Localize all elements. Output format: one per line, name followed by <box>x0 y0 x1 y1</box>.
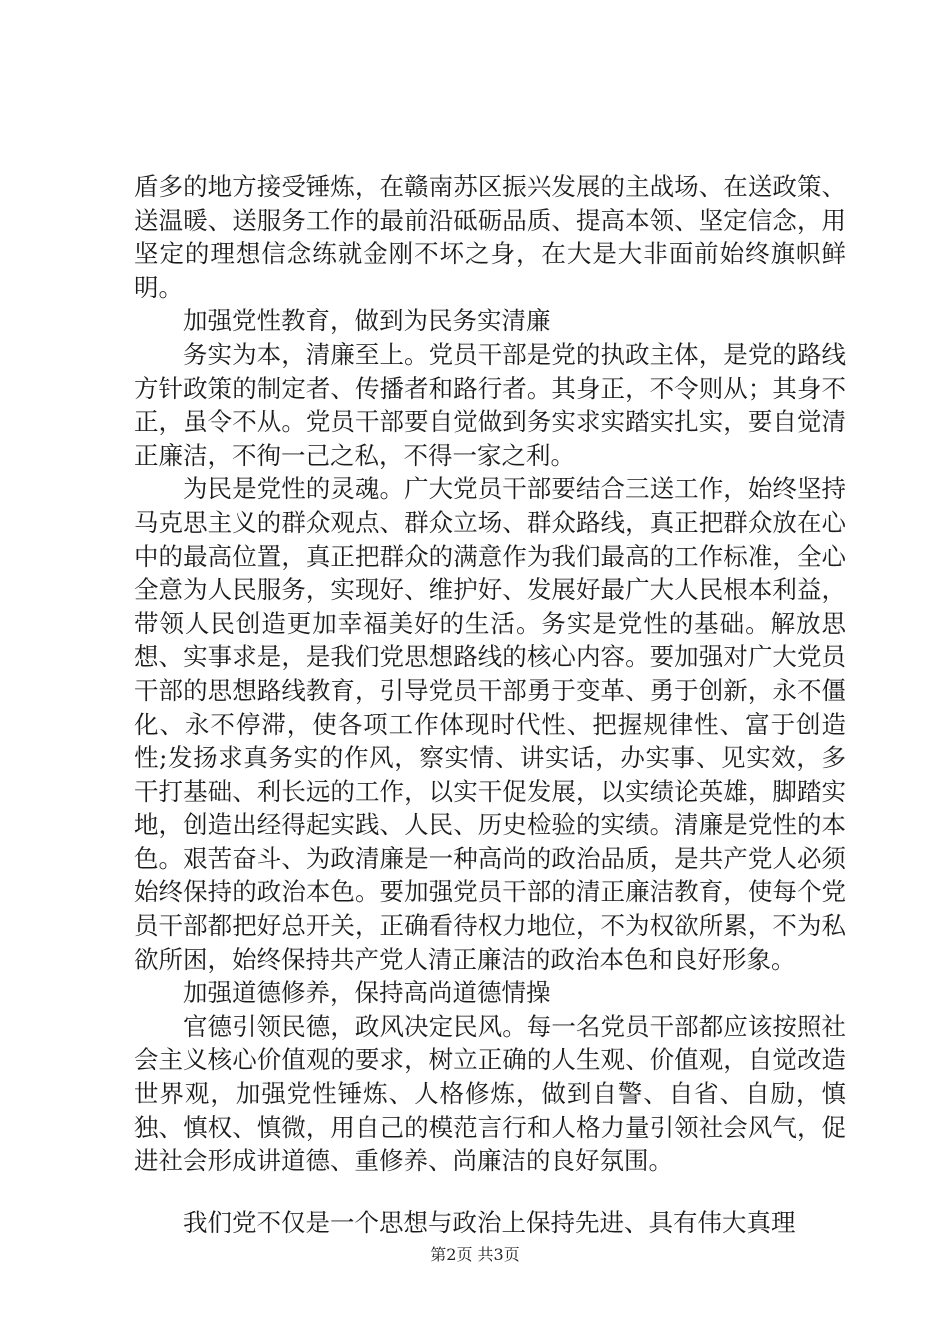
paragraph-continuation: 盾多的地方接受锤炼，在赣南苏区振兴发展的主战场、在送政策、送温暖、送服务工作的最前沿砥砺品质、提高本领、坚定信念，用坚定的理想信念练就金刚不坏之身，在大是大非面前始终旗帜鲜明。 <box>134 172 846 302</box>
paragraph-serve-people: 为民是党性的灵魂。广大党员干部要结合三送工作，始终坚持马克思主义的群众观点、群众立场、群众路线，真正把群众放在心中的最高位置，真正把群众的满意作为我们最高的工作标准，全心全意为人民服务，实现好、维护好、发展好最广大人民根本利益，带领人民创造更加幸福美好的生活。务实是党性的基础。解放思想、实事求是，是我们党思想路线的核心内容。要加强对广大党员干部的思想路线教育，引导党员干部勇于变革、勇于创新，永不僵化、永不停滞，使各项工作体现时代性、把握规律性、富于创造性;发扬求真务实的作风，察实情、讲实话，办实事、见实效，多干打基础、利长远的工作，以实干促发展，以实绩论英雄，脚踏实地，创造出经得起实践、人民、历史检验的实绩。清廉是党性的本色。艰苦奋斗、为政清廉是一种高尚的政治品质，是共产党人必须始终保持的政治本色。要加强党员干部的清正廉洁教育，使每个党员干部都把好总开关，正确看待权力地位，不为权欲所累，不为私欲所困，始终保持共产党人清正廉洁的政治本色和良好形象。 <box>134 474 846 974</box>
section-heading-party-spirit: 加强党性教育，做到为民务实清廉 <box>183 306 551 336</box>
paragraph-party-advanced: 我们党不仅是一个思想与政治上保持先进、具有伟大真理 <box>183 1207 796 1237</box>
section-heading-moral-cultivation: 加强道德修养，保持高尚道德情操 <box>183 978 551 1008</box>
paragraph-pragmatic-integrity: 务实为本，清廉至上。党员干部是党的执政主体，是党的路线方针政策的制定者、传播者和路行者。其身正，不令则从；其身不正，虽令不从。党员干部要自觉做到务实求实踏实扎实，要自觉清正廉洁，不徇一己之私，不得一家之利。 <box>134 339 846 470</box>
document-body <box>134 170 846 1239</box>
page-number-footer: 第2页 共3页 <box>430 1245 520 1264</box>
paragraph-official-virtue: 官德引领民德，政风决定民风。每一名党员干部都应该按照社会主义核心价值观的要求，树立正确的人生观、价值观，自觉改造世界观，加强党性锤炼、人格修炼，做到自警、自省、自励，慎独、慎权、慎微，用自己的模范言行和人格力量引领社会风气，促进社会形成讲道德、重修养、尚廉洁的良好氛围。 <box>134 1011 846 1176</box>
